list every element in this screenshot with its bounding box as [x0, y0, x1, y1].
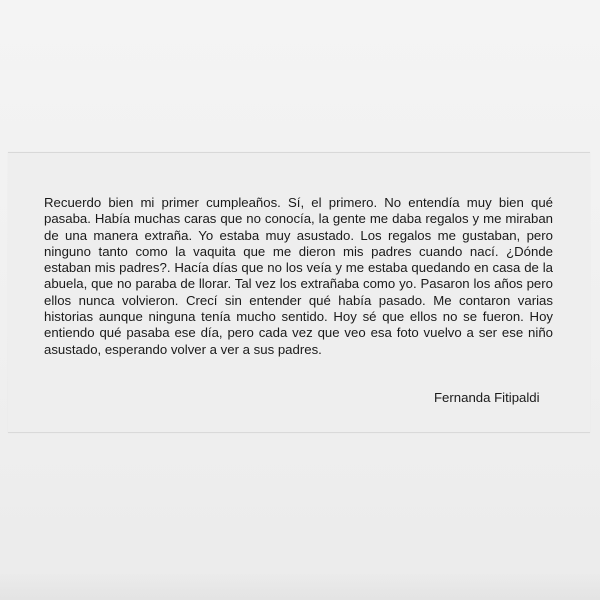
floor-shadow [0, 572, 600, 600]
author-name: Fernanda Fitipaldi [434, 390, 540, 405]
story-text: Recuerdo bien mi primer cumpleaños. Sí, el primero. No entendía muy bien qué pasaba. Había muchas caras que no conocía, la gente me daba regalos y me miraban de una manera extraña. Yo estaba muy asustado. Los regalos me gustaban, pero ninguno tanto como la vaquita que me dieron mis padres cuando nací. ¿Dónde estaban mis padres?. Hacía días que no los veía y me estaba quedando en casa de la abuela, que no paraba de llorar. Tal vez los extrañaba como yo. Pasaron los años pero ellos nunca volvieron. Crecí sin entender qué había pasado. Me contaron varias historias aunque ninguna tenía mucho sentido. Hoy sé que ellos no se fueron. Hoy entiendo qué pasaba ese día, pero cada vez que veo esa foto vuelvo a ser ese niño asustado, esperando volver a ver a sus padres. [44, 195, 553, 357]
